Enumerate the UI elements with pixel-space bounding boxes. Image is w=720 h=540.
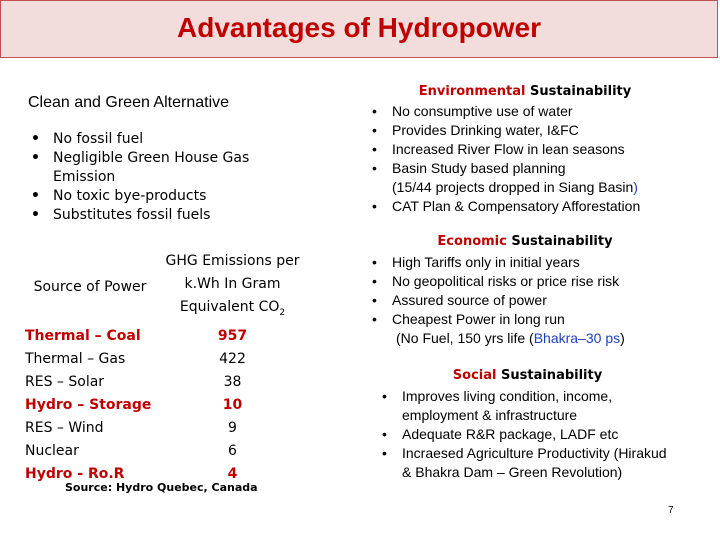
social-heading: Social Sustainability: [452, 368, 603, 383]
left-bullet-list: [28, 130, 273, 225]
row-source: Thermal – Coal: [25, 328, 141, 345]
list-item: • CAT Plan & Compensatory Afforestation: [370, 197, 705, 216]
table-row: [25, 348, 310, 371]
row-source: Hydro – Storage: [25, 397, 152, 414]
list-item: • Adequate R&R package, LADF etc: [380, 425, 670, 444]
basin-note: (15/44 projects dropped in Siang Basin): [392, 179, 638, 195]
list-item: • No fossil fuel: [28, 130, 273, 149]
table-row: [25, 325, 310, 348]
environmental-heading: Environmental Sustainability: [418, 84, 632, 99]
row-value: 957: [217, 328, 248, 345]
table-row: [25, 417, 310, 440]
table-row: [25, 394, 310, 417]
list-item: • No geopolitical risks or price rise risk: [370, 272, 705, 291]
social-list: [380, 387, 670, 482]
row-value: 10: [222, 397, 243, 414]
row-source: RES – Wind: [25, 420, 104, 437]
row-source: Nuclear: [25, 443, 79, 460]
slide-number: 7: [668, 505, 674, 516]
table-header-ghg: GHG Emissions per k.Wh In Gram Equivalent $CO_2$: [165, 253, 300, 318]
row-value: 9: [228, 420, 237, 437]
list-item: • High Tariffs only in initial years: [370, 253, 705, 272]
row-source: Thermal – Gas: [25, 351, 126, 368]
row-value: 38: [223, 374, 242, 391]
row-value: 6: [228, 443, 237, 460]
list-item: • Basin Study based planning: [370, 159, 705, 178]
economic-list: [370, 253, 705, 329]
emissions-table: [25, 250, 310, 486]
list-item: • No toxic bye-products: [28, 187, 273, 206]
list-item: • Cheapest Power in long run: [370, 310, 705, 329]
row-source: RES – Solar: [25, 374, 105, 391]
economic-heading: Economic Sustainability: [437, 234, 613, 249]
left-subtitle: Clean and Green Alternative: [28, 94, 230, 111]
table-row: [25, 440, 310, 463]
list-item: • Increased River Flow in lean seasons: [370, 140, 705, 159]
environmental-list-2: [370, 197, 705, 216]
list-item: • Incraesed Agriculture Productivity (Hirakud & Bhakra Dam – Green Revolution): [380, 444, 670, 482]
source-note: Source: Hydro Quebec, Canada: [65, 481, 258, 494]
table-row: [25, 371, 310, 394]
table-header-source: Source of Power: [33, 278, 147, 295]
economic-note: (No Fuel, 150 yrs life (Bhakra–30 ps): [396, 330, 625, 346]
list-item: • Improves living condition, income, employment & infrastructure: [380, 387, 670, 425]
list-item: • Negligible Green House Gas Emission: [28, 149, 273, 187]
list-item: • Substitutes fossil fuels: [28, 206, 273, 225]
slide-title: Advantages of Hydropower: [176, 12, 542, 43]
list-item: • Assured source of power: [370, 291, 705, 310]
row-source: Hydro - Ro.R: [25, 466, 125, 483]
row-value: 4: [227, 466, 238, 483]
list-item: • Provides Drinking water, I&FC: [370, 121, 705, 140]
row-value: 422: [219, 351, 246, 368]
list-item: • No consumptive use of water: [370, 102, 705, 121]
environmental-list: [370, 102, 705, 178]
